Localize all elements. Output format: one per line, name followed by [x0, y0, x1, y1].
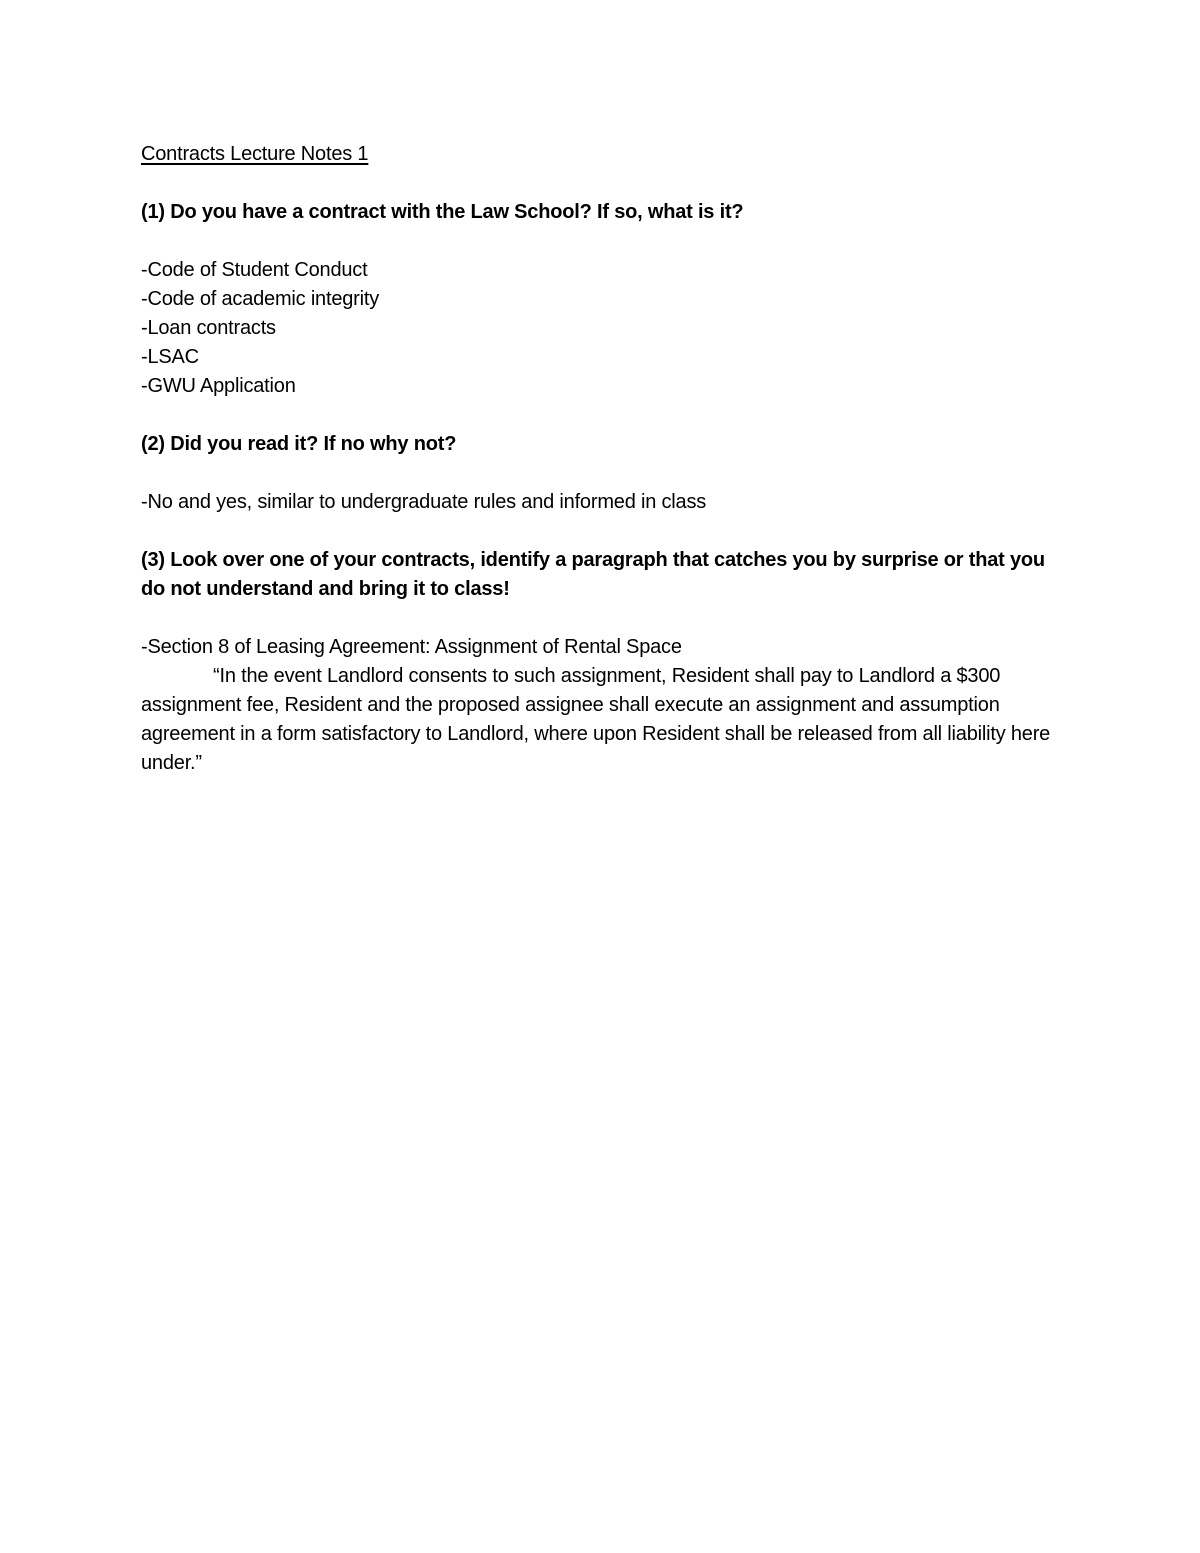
list-item: -Loan contracts — [141, 317, 276, 339]
answer-list-1 — [141, 256, 1061, 401]
answer-2: -No and yes, similar to undergraduate rules and informed in class — [141, 491, 707, 513]
list-item: -LSAC — [141, 346, 199, 368]
document-page — [141, 140, 1061, 778]
question-2: (2) Did you read it? If no why not? — [141, 433, 457, 455]
list-item: -Code of academic integrity — [141, 288, 380, 310]
question-3: (3) Look over one of your contracts, identify a paragraph that catches you by surprise or that you do not understand and bring it to class! — [141, 549, 1045, 600]
list-item: -Code of Student Conduct — [141, 259, 368, 281]
list-item: -GWU Application — [141, 375, 296, 397]
question-1: (1) Do you have a contract with the Law School? If so, what is it? — [141, 201, 744, 223]
page-title: Contracts Lecture Notes 1 — [141, 143, 369, 165]
lease-quote: “In the event Landlord consents to such assignment, Resident shall pay to Landlord a $300 assignment fee, Resident and the proposed assignee shall execute an assignment and assumption agreement in a form satisfactory to Landlord, where upon Resident shall be released from all liability here under.” — [141, 665, 1051, 774]
section-reference: -Section 8 of Leasing Agreement: Assignment of Rental Space — [141, 636, 682, 658]
